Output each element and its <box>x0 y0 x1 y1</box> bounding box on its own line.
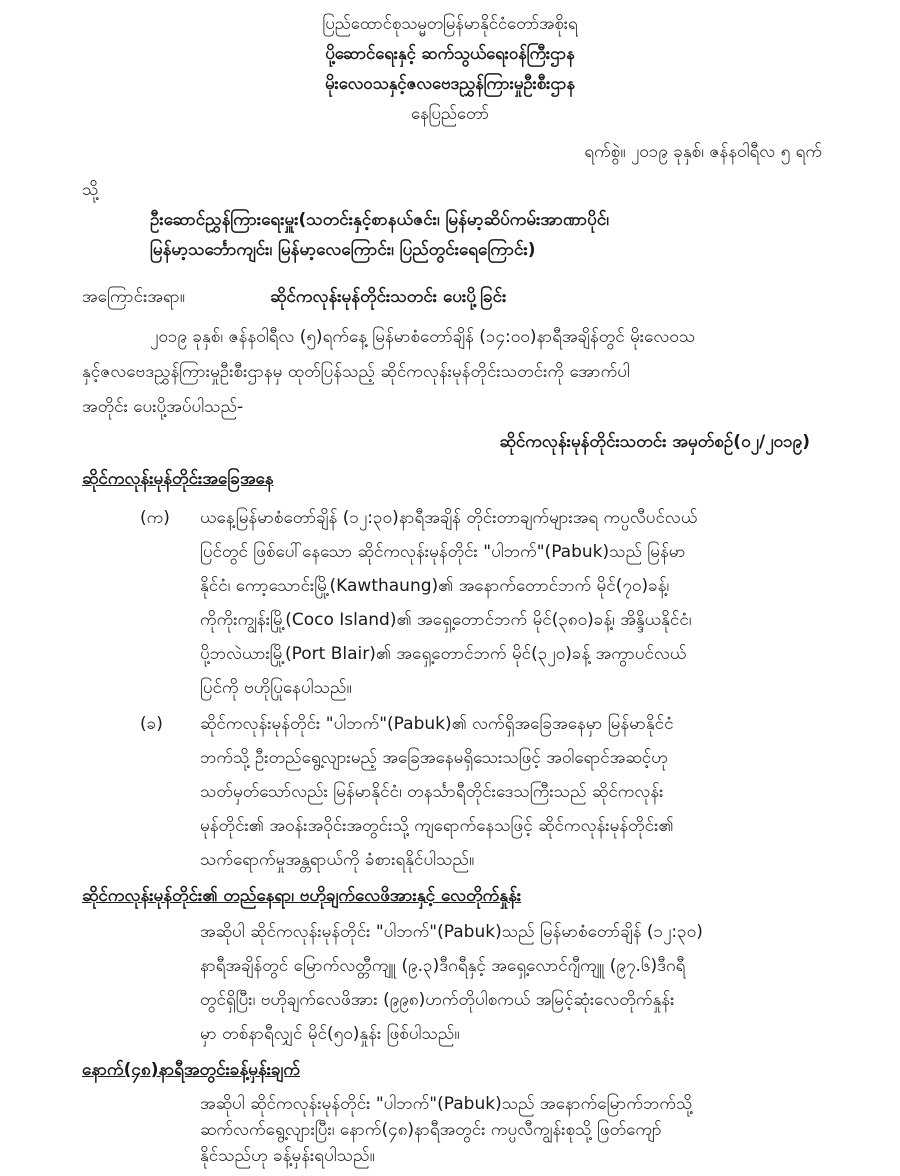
item-b-line-3: သတ်မှတ်သော်လည်း မြန်မာနိုင်ငံ၊ တနင်္သာရီတိုင်းဒေသကြီးသည် ဆိုင်ကလုန်း <box>200 782 664 802</box>
location-line-4: မှာ တစ်နာရီလျှင် မိုင်(၅၀)နှုန်း ဖြစ်ပါသည်။ <box>200 1024 460 1044</box>
item-b-line-5: သက်ရောက်မှုအန္တရာယ်ကို ခံစားရနိုင်ပါသည်။ <box>200 850 475 870</box>
forecast-line-3: နိုင်သည်ဟု ခန့်မှန်းရပါသည်။ <box>200 1146 375 1166</box>
intro-line-3: အတိုင်း ပေးပို့အပ်ပါသည်- <box>82 397 244 417</box>
item-b-line-4: မုန်တိုင်း၏ အဝန်းအဝိုင်းအတွင်းသို့ ကျရောက်နေသဖြင့် ဆိုင်ကလုန်းမုန်တိုင်း၏ <box>200 816 674 836</box>
location-line-2: နာရီအချိန်တွင် မြောက်လတ္တီကျူ (၉.၃)ဒီဂရီနှင့် အရှေ့လောင်ဂျီကျူ (၉၇.၆)ဒီဂရီ <box>200 956 686 976</box>
item-b-line-1: ဆိုင်ကလုန်းမုန်တိုင်း "ပါဘက်"(Pabuk)၏ လက်ရှိအခြေအနေမှာ မြန်မာနိုင်ငံ <box>200 714 674 734</box>
item-a-marker: (က) <box>140 508 170 528</box>
subject-label: အကြောင်းအရာ။ <box>82 287 185 307</box>
item-a-line-2: ပြင်တွင် ဖြစ်ပေါ်နေသော ဆိုင်ကလုန်းမုန်တိုင်း "ပါဘက်"(Pabuk)သည် မြန်မာ <box>200 542 686 562</box>
header-department: မိုးလေဝသနှင့်ဇလဗေဒညွှန်ကြားမှုဦးစီးဌာန <box>325 74 575 93</box>
item-a-line-5: ပို့ဘလဲယားမြို့(Port Blair)၏ အရှေ့တောင်ဘက် မိုင်(၃၂၀)ခန့် အကွာပင်လယ် <box>200 644 687 664</box>
section-heading-location: ဆိုင်ကလုန်းမုန်တိုင်း၏ တည်နေရာ၊ ဗဟိုချက်လေဖိအားနှင့် လေတိုက်နှုန်း <box>82 886 522 906</box>
intro-line-1: ၂၀၁၉ ခုနှစ်၊ ဇန်နဝါရီလ (၅)ရက်နေ့ မြန်မာစံတော်ချိန် (၁၄:၀၀)နာရီအချိန်တွင် မိုးလေဝသ <box>150 327 696 347</box>
subject-text: ဆိုင်ကလုန်းမုန်တိုင်းသတင်း ပေးပို့ခြင်း <box>270 287 507 307</box>
header-government: ပြည်ထောင်စုသမ္မတမြန်မာနိုင်ငံတော်အစိုးရ <box>322 14 578 33</box>
item-a-line-4: ကိုကိုးကျွန်းမြို့(Coco Island)၏ အရှေ့တောင်ဘက် မိုင်(၃၈၀)ခန့်၊ အိန္ဒိယနိုင်ငံ၊ <box>200 610 692 630</box>
section-heading-forecast: နောက်(၄၈)နာရီအတွင်းခန့်မှန်းချက် <box>82 1060 300 1080</box>
header-ministry: ပို့ဆောင်ရေးနှင့် ဆက်သွယ်ရေးဝန်ကြီးဌာန <box>325 44 575 63</box>
location-line-3: တွင်ရှိပြီး၊ ဗဟိုချက်လေဖိအား (၉၉၈)ဟက်တိုပါစကယ် အမြင့်ဆုံးလေတိုက်နှုန်း <box>200 990 675 1010</box>
forecast-line-1: အဆိုပါ ဆိုင်ကလုန်းမုန်တိုင်း "ပါဘက်"(Pabuk)သည် အနောက်မြောက်ဘက်သို့ <box>200 1094 693 1114</box>
bulletin-number: ဆိုင်ကလုန်းမုန်တိုင်းသတင်း အမှတ်စဉ်(၀၂/၂၀၁၉) <box>499 432 810 452</box>
to-label: သို့ <box>82 180 99 200</box>
item-a-line-6: ပြင်ကို ဗဟိုပြုနေပါသည်။ <box>200 678 352 698</box>
header-city: နေပြည်တော် <box>411 104 489 123</box>
item-b-marker: (ခ) <box>140 714 163 734</box>
section-heading-condition: ဆိုင်ကလုန်းမုန်တိုင်းအခြေအနေ <box>82 469 274 489</box>
location-line-1: အဆိုပါ ဆိုင်ကလုန်းမုန်တိုင်း "ပါဘက်"(Pabuk)သည် မြန်မာစံတော်ချိန် (၁၂:၃၀) <box>200 922 703 942</box>
item-b-line-2: ဘက်သို့ ဦးတည်ရွေ့လျားမည့် အခြေအနေမရှိသေးသဖြင့် အဝါရောင်အဆင့်ဟု <box>200 748 668 768</box>
item-a-line-1: ယနေ့မြန်မာစံတော်ချိန် (၁၂:၃၀)နာရီအချိန် တိုင်းတာချက်များအရ ကပ္ပလီပင်လယ် <box>200 508 698 528</box>
forecast-line-2: ဆက်လက်ရွေ့လျားပြီး၊ နောက်(၄၈)နာရီအတွင်း ကပ္ပလီကျွန်းစုသို့ ဖြတ်ကျော် <box>200 1120 662 1140</box>
recipient-line-1: ဦးဆောင်ညွှန်ကြားရေးမှူး(သတင်းနှင့်စာနယ်ဇင်း၊ မြန်မာ့ဆိပ်ကမ်းအာဏာပိုင်၊ <box>150 210 609 230</box>
item-a-line-3: နိုင်ငံ၊ ကော့သောင်းမြို့(Kawthaung)၏ အနောက်တောင်ဘက် မိုင်(၇၀)ခန့်၊ <box>200 576 670 596</box>
recipient-line-2: မြန်မာ့သင်္ဘောကျင်း၊ မြန်မာ့လေကြောင်း၊ ပြည်တွင်းရေကြောင်း) <box>150 240 536 260</box>
intro-line-2: နှင့်ဇလဗေဒညွှန်ကြားမှုဦးစီးဌာနမှ ထုတ်ပြန်သည့် ဆိုင်ကလုန်းမုန်တိုင်းသတင်းကို အောက်ပါ <box>82 362 630 382</box>
letter-date: ရက်စွဲ။ ၂၀၁၉ ခုနှစ်၊ ဇန်နဝါရီလ ၅ ရက် <box>584 142 822 162</box>
